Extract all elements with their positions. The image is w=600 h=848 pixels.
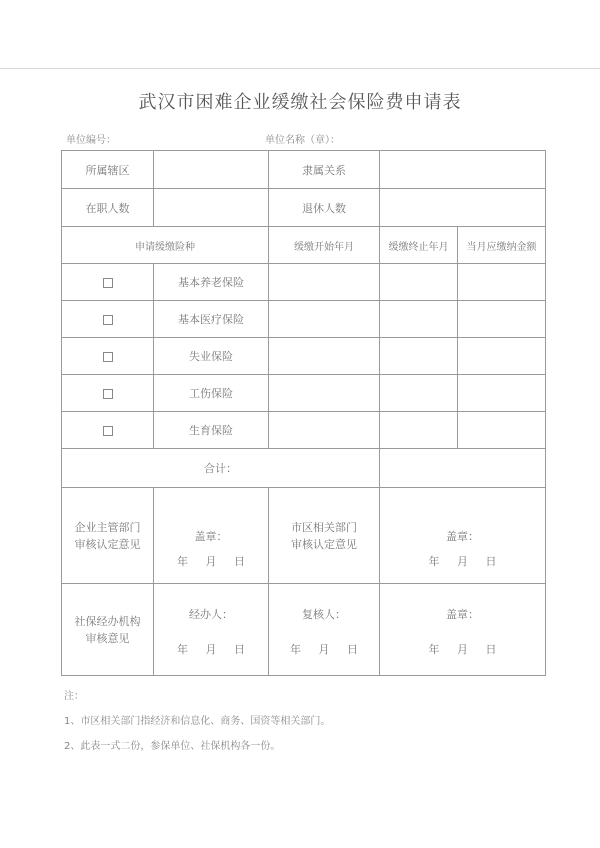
social-agency-row — [62, 584, 546, 676]
injury-amount-field[interactable] — [458, 375, 546, 412]
checkbox-icon — [103, 278, 113, 288]
insurance-type-header: 申请缓缴险种 — [62, 227, 269, 264]
start-month-header: 缓缴开始年月 — [269, 227, 380, 264]
application-form-table — [61, 150, 546, 676]
info-row-1 — [62, 151, 546, 189]
unemployment-amount-field[interactable] — [458, 338, 546, 375]
notes-section — [64, 684, 330, 759]
maternity-end-field[interactable] — [380, 412, 458, 449]
insurance-header-row — [62, 227, 546, 264]
monthly-amount-header: 当月应缴纳金额 — [458, 227, 546, 264]
maternity-start-field[interactable] — [269, 412, 380, 449]
handler-cell[interactable] — [154, 584, 269, 676]
insurance-row-maternity — [62, 412, 546, 449]
form-title: 武汉市困难企业缓缴社会保险费申请表 — [138, 92, 462, 113]
approval-row — [62, 488, 546, 584]
social-agency-opinion-label — [62, 584, 154, 676]
social-agency-seal-cell[interactable] — [380, 584, 546, 676]
reviewer-cell[interactable] — [269, 584, 380, 676]
insurance-row-injury — [62, 375, 546, 412]
city-dept-line2: 审核认定意见 — [291, 537, 357, 551]
reviewer-label: 复核人： — [302, 608, 346, 621]
insurance-row-medical — [62, 301, 546, 338]
retired-count-field[interactable] — [380, 189, 546, 227]
notes-title: 注： — [64, 691, 84, 702]
injury-label: 工伤保险 — [154, 375, 269, 412]
injury-end-field[interactable] — [380, 375, 458, 412]
enterprise-dept-opinion-label — [62, 488, 154, 584]
medical-amount-field[interactable] — [458, 301, 546, 338]
date-label: 年 月 日 — [290, 643, 358, 656]
checkbox-icon — [103, 315, 113, 325]
enterprise-dept-seal-cell[interactable] — [154, 488, 269, 584]
checkbox-icon — [103, 352, 113, 362]
seal-label: 盖章： — [446, 608, 479, 621]
checkbox-icon — [103, 426, 113, 436]
unit-number-label: 单位编号： — [66, 135, 116, 146]
handler-label: 经办人： — [189, 608, 233, 621]
affiliation-label: 隶属关系 — [269, 151, 380, 189]
social-agency-line2: 审核意见 — [85, 631, 130, 645]
unemployment-start-field[interactable] — [269, 338, 380, 375]
date-label: 年 月 日 — [428, 555, 497, 568]
unit-name-label: 单位名称（章）： — [265, 135, 340, 146]
city-dept-line1: 市区相关部门 — [291, 520, 357, 534]
employed-count-label: 在职人数 — [62, 189, 154, 227]
pension-amount-field[interactable] — [458, 264, 546, 301]
medical-checkbox[interactable] — [62, 301, 154, 338]
unemployment-end-field[interactable] — [380, 338, 458, 375]
pension-label: 基本养老保险 — [154, 264, 269, 301]
total-label: 合计： — [62, 449, 380, 488]
district-field[interactable] — [154, 151, 269, 189]
date-label: 年 月 日 — [428, 643, 497, 656]
district-label: 所属辖区 — [62, 151, 154, 189]
insurance-row-pension — [62, 264, 546, 301]
pension-end-field[interactable] — [380, 264, 458, 301]
city-dept-opinion-label — [269, 488, 380, 584]
pension-checkbox[interactable] — [62, 264, 154, 301]
maternity-amount-field[interactable] — [458, 412, 546, 449]
medical-start-field[interactable] — [269, 301, 380, 338]
social-agency-line1: 社保经办机构 — [74, 614, 141, 628]
checkbox-icon — [103, 389, 113, 399]
injury-checkbox[interactable] — [62, 375, 154, 412]
seal-label: 盖章： — [446, 530, 479, 543]
insurance-row-unemployment — [62, 338, 546, 375]
medical-end-field[interactable] — [380, 301, 458, 338]
note-1: 1、市区相关部门指经济和信息化、商务、国资等相关部门。 — [64, 716, 331, 727]
maternity-checkbox[interactable] — [62, 412, 154, 449]
pension-start-field[interactable] — [269, 264, 380, 301]
enterprise-dept-line2: 审核认定意见 — [74, 537, 141, 551]
retired-count-label: 退休人数 — [269, 189, 380, 227]
date-label: 年 月 日 — [177, 643, 245, 656]
city-dept-seal-cell[interactable] — [380, 488, 546, 584]
end-month-header: 缓缴终止年月 — [380, 227, 458, 264]
injury-start-field[interactable] — [269, 375, 380, 412]
maternity-label: 生育保险 — [154, 412, 269, 449]
medical-label: 基本医疗保险 — [154, 301, 269, 338]
enterprise-dept-line1: 企业主管部门 — [74, 520, 141, 534]
employed-count-field[interactable] — [154, 189, 269, 227]
note-2: 2、此表一式二份，参保单位、社保机构各一份。 — [64, 741, 281, 752]
seal-label: 盖章： — [194, 530, 228, 543]
info-row-2 — [62, 189, 546, 227]
unemployment-label: 失业保险 — [154, 338, 269, 375]
page-edge-line — [0, 68, 600, 69]
date-label: 年 月 日 — [177, 555, 245, 568]
total-field[interactable] — [380, 449, 546, 488]
unemployment-checkbox[interactable] — [62, 338, 154, 375]
affiliation-field[interactable] — [380, 151, 546, 189]
total-row — [62, 449, 546, 488]
